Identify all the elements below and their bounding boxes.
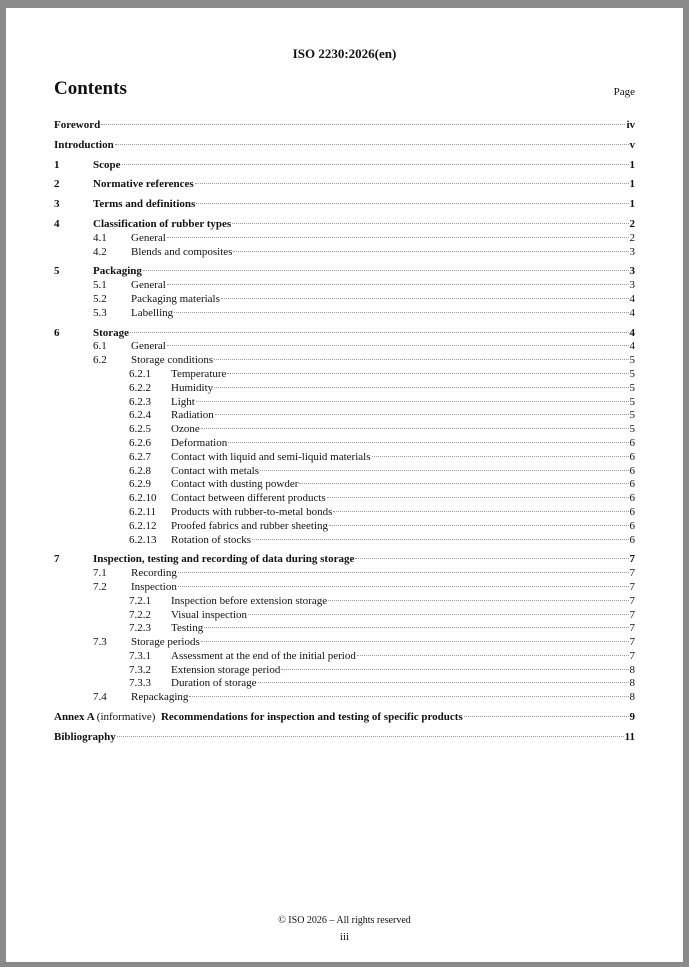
toc-entry-number: 6.2.10 <box>129 492 157 505</box>
toc-entry-number: 6.2.12 <box>129 519 157 532</box>
toc-entry-title-text: Terms and definitions <box>93 198 196 211</box>
toc-entry-title-text: Visual inspection <box>171 608 248 621</box>
toc-entry-page: 7 <box>629 567 635 580</box>
toc-entry-page: 7 <box>629 580 635 593</box>
toc-entry-page: 6 <box>629 533 635 546</box>
toc-entry-number: 7.2 <box>93 580 107 593</box>
toc-entry-title-text: Packaging <box>93 265 142 278</box>
toc-entry-page: 1 <box>629 178 635 191</box>
toc-entry[interactable] <box>54 178 635 192</box>
toc-entry-title-text: Ozone <box>171 423 200 436</box>
toc-entry-page: 5 <box>629 395 635 408</box>
toc-entry-number: 7 <box>54 553 60 566</box>
toc-entry-title <box>93 198 195 212</box>
toc-entry-page: 3 <box>629 245 635 258</box>
toc-entry-title-text: Contact between different products <box>171 492 326 505</box>
toc-entry-number: 7.3.1 <box>129 649 151 662</box>
toc-entry-title-text: Rotation of stocks <box>171 533 252 546</box>
toc-entry-page: 5 <box>629 423 635 436</box>
toc-entry-page: 6 <box>629 519 635 532</box>
toc-entry-number: 6.2 <box>93 354 107 367</box>
toc-entry-title <box>93 218 231 232</box>
toc-entry-number: 6.2.9 <box>129 478 151 491</box>
toc-entry-page: 7 <box>629 608 635 621</box>
toc-entry[interactable] <box>54 711 635 725</box>
toc-entry-title-text: Testing <box>171 622 204 635</box>
toc-entry-page: 5 <box>629 381 635 394</box>
toc-entry-title <box>171 423 200 437</box>
dot-leader <box>333 511 628 512</box>
toc-entry[interactable] <box>54 265 635 279</box>
toc-entry-title-text: Proofed fabrics and rubber sheeting <box>171 519 329 532</box>
toc-entry-title <box>93 327 129 341</box>
toc-entry-number: 6.2.6 <box>129 436 151 449</box>
toc-entry-title <box>171 506 332 520</box>
toc-entry[interactable] <box>54 691 635 705</box>
dot-leader <box>232 223 628 224</box>
toc-entry[interactable] <box>54 492 635 506</box>
toc-entry[interactable] <box>54 327 635 341</box>
toc-entry-title <box>131 307 173 321</box>
page-column-label: Page <box>613 86 635 98</box>
toc-entry[interactable] <box>54 520 635 534</box>
toc-entry[interactable] <box>54 567 635 581</box>
toc-entry[interactable] <box>54 581 635 595</box>
toc-entry-title-text: Assessment at the end of the initial period <box>171 649 356 662</box>
toc-entry[interactable] <box>54 622 635 636</box>
toc-entry-title <box>131 279 166 293</box>
toc-entry-title-text: Bibliography <box>54 730 116 743</box>
toc-entry-page: 9 <box>629 711 635 724</box>
dot-leader <box>221 298 629 299</box>
dot-leader <box>178 572 629 573</box>
toc-entry-number: 7.2.1 <box>129 594 151 607</box>
toc-entry-title-text: Storage conditions <box>131 354 214 367</box>
toc-entry-title-text: Contact with liquid and semi-liquid materials <box>171 450 371 463</box>
toc-entry-number: 6 <box>54 326 60 339</box>
dot-leader <box>260 470 629 471</box>
dot-leader <box>355 558 628 559</box>
toc-entry-page: 7 <box>629 594 635 607</box>
toc-entry-page: 6 <box>629 505 635 518</box>
toc-entry-title <box>171 677 257 691</box>
toc-entry-number: 7.3.3 <box>129 677 151 690</box>
toc-entry[interactable] <box>54 506 635 520</box>
toc-entry-title-text: Annex A <box>54 711 95 724</box>
toc-entry-page: 8 <box>629 663 635 676</box>
toc-entry-number: 6.2.8 <box>129 464 151 477</box>
toc-entry[interactable] <box>54 731 635 745</box>
toc-entry[interactable] <box>54 478 635 492</box>
toc-entry[interactable] <box>54 119 635 133</box>
toc-entry-number: 7.2.3 <box>129 622 151 635</box>
toc-entry-title-text: Classification of rubber types <box>93 217 232 230</box>
toc-entry[interactable] <box>54 232 635 246</box>
toc-entry-title-text: Products with rubber-to-metal bonds <box>171 505 333 518</box>
toc-entry-number: 5.1 <box>93 279 107 292</box>
toc-entry-number: 7.2.2 <box>129 608 151 621</box>
dot-leader <box>189 696 628 697</box>
toc-entry-title <box>131 232 166 246</box>
toc-entry[interactable] <box>54 437 635 451</box>
toc-entry-title-text: Light <box>171 395 195 408</box>
toc-entry-page: 11 <box>624 730 635 743</box>
toc-entry[interactable] <box>54 159 635 173</box>
table-of-contents <box>54 119 635 745</box>
dot-leader <box>214 387 628 388</box>
toc-entry-title-text: Recording <box>131 567 177 580</box>
toc-entry-title <box>171 622 203 636</box>
dot-leader <box>143 270 629 271</box>
toc-entry[interactable] <box>54 368 635 382</box>
toc-entry-page: 6 <box>629 450 635 463</box>
toc-entry[interactable] <box>54 246 635 260</box>
toc-entry-title-text: Blends and composites <box>131 245 233 258</box>
toc-entry[interactable] <box>54 465 635 479</box>
toc-entry-title-text: Radiation <box>171 409 214 422</box>
toc-entry[interactable] <box>54 677 635 691</box>
toc-entry[interactable] <box>54 293 635 307</box>
toc-entry-page: 8 <box>629 691 635 704</box>
contents-heading: Contents <box>54 78 127 99</box>
toc-entry-number: 4.2 <box>93 245 107 258</box>
toc-entry-title <box>131 567 177 581</box>
toc-entry-title-text: Normative references <box>93 178 194 191</box>
toc-entry-number: 4 <box>54 217 60 230</box>
toc-entry-page: 5 <box>629 354 635 367</box>
copyright-notice: © ISO 2026 – All rights reserved <box>278 915 411 926</box>
toc-entry[interactable] <box>54 382 635 396</box>
toc-entry-number: 6.2.13 <box>129 533 157 546</box>
toc-entry-number: 6.2.11 <box>129 505 157 518</box>
toc-entry-page: 6 <box>629 492 635 505</box>
toc-entry-page: 4 <box>629 340 635 353</box>
toc-entry[interactable] <box>54 139 635 153</box>
toc-entry-title <box>171 609 247 623</box>
page-number: iii <box>339 931 350 943</box>
toc-entry-number: 6.2.1 <box>129 367 151 380</box>
toc-entry[interactable] <box>54 553 635 567</box>
dot-leader <box>201 428 629 429</box>
dot-leader <box>327 497 629 498</box>
toc-entry-title <box>171 595 327 609</box>
toc-entry-title <box>54 139 114 153</box>
dot-leader <box>167 284 629 285</box>
toc-entry[interactable] <box>54 595 635 609</box>
toc-entry-page: 5 <box>629 367 635 380</box>
toc-entry-title <box>93 178 194 192</box>
toc-entry-page: 6 <box>629 464 635 477</box>
toc-entry-title <box>171 478 298 492</box>
toc-entry-title-text: Introduction <box>54 138 114 151</box>
dot-leader <box>227 373 628 374</box>
toc-entry[interactable] <box>54 307 635 321</box>
dot-leader <box>130 332 628 333</box>
toc-entry-number: 7.3.2 <box>129 663 151 676</box>
toc-entry-number: 6.2.3 <box>129 395 151 408</box>
toc-entry-page: 1 <box>629 198 635 211</box>
toc-entry-title-text: Duration of storage <box>171 677 257 690</box>
toc-entry-title <box>54 731 116 745</box>
dot-leader <box>372 456 629 457</box>
toc-entry-title <box>131 636 200 650</box>
toc-entry[interactable] <box>54 650 635 664</box>
toc-entry[interactable] <box>54 636 635 650</box>
toc-entry-page: v <box>629 138 635 151</box>
dot-leader <box>214 359 628 360</box>
toc-entry-number: 4.1 <box>93 231 107 244</box>
toc-entry-page: 4 <box>629 326 635 339</box>
dot-leader <box>201 641 629 642</box>
toc-entry-title <box>171 520 328 534</box>
toc-entry-page: 4 <box>629 306 635 319</box>
dot-leader <box>115 144 629 145</box>
dot-leader <box>258 682 629 683</box>
toc-entry-number: 5 <box>54 265 60 278</box>
toc-entry-title <box>171 368 226 382</box>
dot-leader <box>228 442 628 443</box>
toc-entry-number: 7.4 <box>93 691 107 704</box>
toc-entry-title <box>171 650 356 664</box>
toc-entry-title-text: Labelling <box>131 306 174 319</box>
toc-entry-title <box>131 293 220 307</box>
toc-entry[interactable] <box>54 534 635 548</box>
toc-entry-page: 6 <box>629 436 635 449</box>
dot-leader <box>215 414 629 415</box>
toc-entry-number: 2 <box>54 178 60 191</box>
toc-entry-number: 3 <box>54 198 60 211</box>
toc-entry-title <box>131 691 188 705</box>
dot-leader <box>196 203 628 204</box>
toc-entry-number: 6.2.5 <box>129 423 151 436</box>
toc-entry-title <box>131 354 213 368</box>
dot-leader <box>464 716 629 717</box>
toc-entry-title-text: Temperature <box>171 367 227 380</box>
toc-entry-title-text: Inspection before extension storage <box>171 594 328 607</box>
dot-leader <box>122 164 629 165</box>
dot-leader <box>167 237 629 238</box>
toc-entry-title <box>131 581 177 595</box>
toc-entry-title <box>171 396 195 410</box>
document-id: ISO 2230:2026(en) <box>292 46 397 61</box>
document-page <box>6 8 683 962</box>
toc-entry-number: 5.2 <box>93 292 107 305</box>
toc-entry-page: 7 <box>629 553 635 566</box>
dot-leader <box>196 401 629 402</box>
dot-leader <box>329 525 628 526</box>
toc-entry-title <box>54 711 463 725</box>
toc-entry-title-text: Contact with dusting powder <box>171 478 299 491</box>
toc-entry-title <box>131 246 232 260</box>
toc-entry-number: 6.1 <box>93 340 107 353</box>
toc-entry-title <box>131 340 166 354</box>
toc-entry-page: 5 <box>629 409 635 422</box>
dot-leader <box>299 483 628 484</box>
toc-entry-number: 6.2.4 <box>129 409 151 422</box>
annex-title: Recommendations for inspection and testing of specific products <box>160 711 463 724</box>
dot-leader <box>178 586 629 587</box>
dot-leader <box>174 312 628 313</box>
toc-entry-title-text: General <box>131 340 166 353</box>
toc-entry-number: 6.2.7 <box>129 450 151 463</box>
dot-leader <box>233 251 628 252</box>
toc-entry-page: 4 <box>629 292 635 305</box>
toc-entry-title-text: Inspection <box>131 580 177 593</box>
dot-leader <box>101 124 625 125</box>
dot-leader <box>195 183 629 184</box>
toc-entry-number: 6.2.2 <box>129 381 151 394</box>
toc-entry-page: iv <box>626 119 635 131</box>
toc-entry-title-text: Inspection, testing and recording of data during storage <box>93 553 355 566</box>
toc-entry[interactable] <box>54 396 635 410</box>
toc-entry-title-text: Extension storage period <box>171 663 281 676</box>
toc-entry[interactable] <box>54 451 635 465</box>
toc-entry-page: 6 <box>629 478 635 491</box>
toc-entry-page: 3 <box>629 279 635 292</box>
toc-entry-title <box>93 553 354 567</box>
toc-entry-number: 1 <box>54 158 60 171</box>
toc-entry-title <box>93 265 142 279</box>
toc-entry-page: 2 <box>629 217 635 230</box>
toc-entry[interactable] <box>54 609 635 623</box>
toc-entry-page: 8 <box>629 677 635 690</box>
toc-entry-title <box>171 534 251 548</box>
toc-entry-page: 7 <box>629 622 635 635</box>
toc-entry-title <box>171 382 213 396</box>
dot-leader <box>117 736 624 737</box>
dot-leader <box>248 614 628 615</box>
toc-entry-title <box>171 492 326 506</box>
toc-entry[interactable] <box>54 423 635 437</box>
toc-entry[interactable] <box>54 340 635 354</box>
dot-leader <box>167 345 629 346</box>
toc-entry[interactable] <box>54 198 635 212</box>
toc-entry-title-text: Foreword <box>54 119 101 131</box>
toc-entry-page: 1 <box>629 158 635 171</box>
toc-entry-page: 7 <box>629 649 635 662</box>
toc-entry-title-text: Storage periods <box>131 636 200 649</box>
toc-entry[interactable] <box>54 409 635 423</box>
dot-leader <box>328 600 628 601</box>
toc-entry-title <box>171 437 227 451</box>
dot-leader <box>281 669 628 670</box>
toc-entry-title <box>171 465 259 479</box>
toc-entry[interactable] <box>54 218 635 232</box>
toc-entry-title <box>93 159 121 173</box>
toc-entry[interactable] <box>54 279 635 293</box>
toc-entry-number: 5.3 <box>93 306 107 319</box>
toc-entry-title-text: Repackaging <box>131 691 189 704</box>
toc-entry-title-text: Humidity <box>171 381 214 394</box>
toc-entry-title-text: Storage <box>93 326 130 339</box>
toc-entry-page: 3 <box>629 265 635 278</box>
toc-entry-title <box>54 119 100 133</box>
toc-entry-title-text: Scope <box>93 158 121 171</box>
toc-entry-title-text: General <box>131 231 166 244</box>
toc-entry[interactable] <box>54 354 635 368</box>
toc-entry-title-text: Deformation <box>171 436 228 449</box>
toc-entry-title <box>171 451 371 465</box>
toc-entry-title-text: Contact with metals <box>171 464 259 477</box>
dot-leader <box>204 627 628 628</box>
toc-entry-title-text: General <box>131 279 166 292</box>
toc-entry-title-text: Packaging materials <box>131 292 220 305</box>
annex-qualifier: (informative) <box>96 711 156 724</box>
toc-entry-page: 2 <box>629 231 635 244</box>
toc-entry-title <box>171 664 280 678</box>
toc-entry[interactable] <box>54 664 635 678</box>
dot-leader <box>252 539 628 540</box>
toc-entry-page: 7 <box>629 636 635 649</box>
toc-entry-title <box>171 409 214 423</box>
toc-entry-number: 7.3 <box>93 636 107 649</box>
dot-leader <box>357 655 629 656</box>
toc-entry-number: 7.1 <box>93 567 107 580</box>
